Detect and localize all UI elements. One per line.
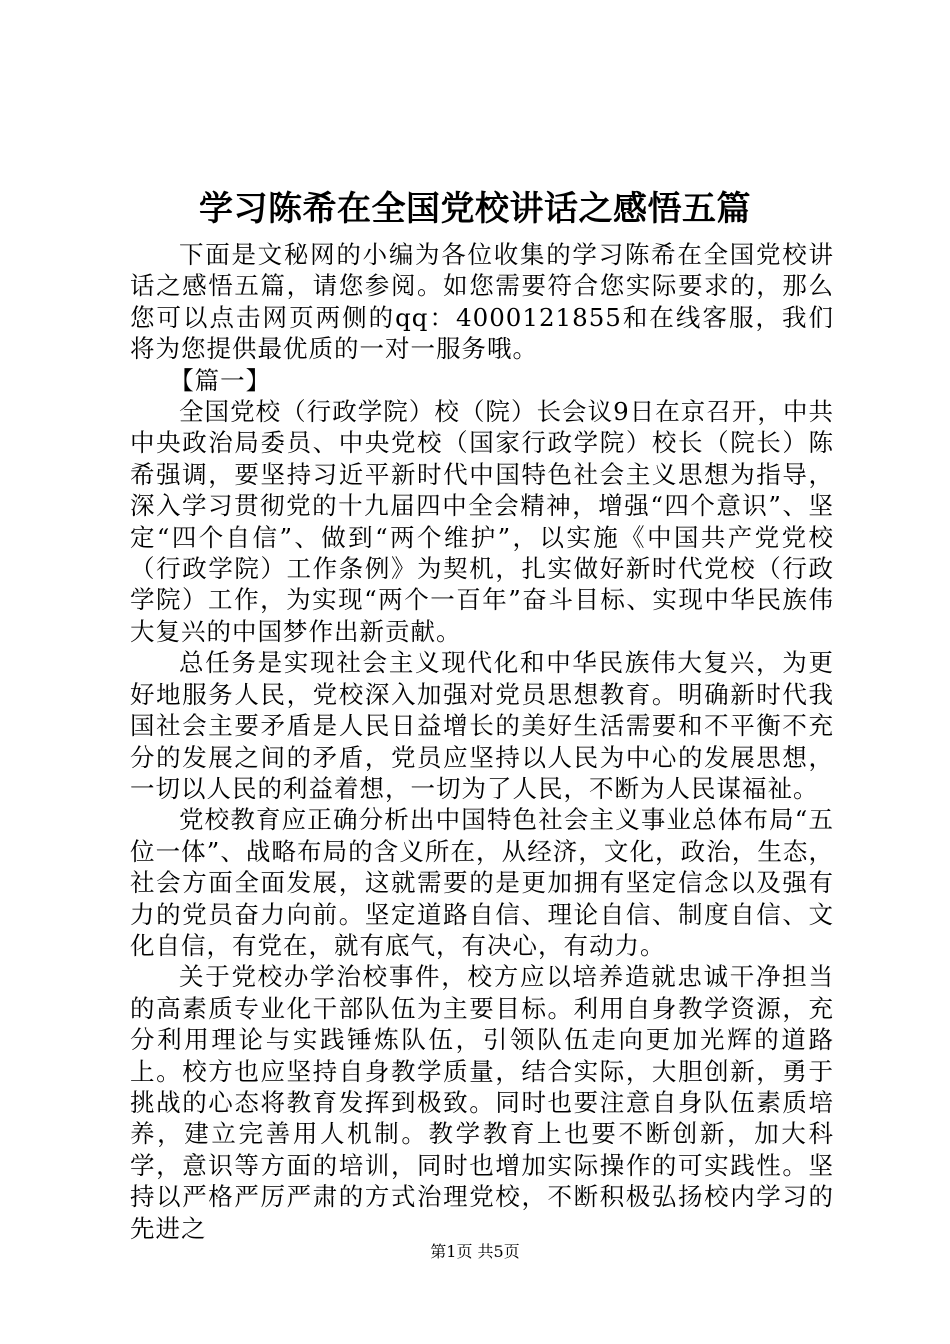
body-paragraph-2: 总任务是实现社会主义现代化和中华民族伟大复兴，为更好地服务人民，党校深入加强对党员思想教育。明确新时代我国社会主要矛盾是人民日益增长的美好生活需要和不平衡不充分的发展之间的矛盾，党员应坚持以人民为中心的发展思想，一切以人民的利益着想，一切为了人民，不断为人民谋福祉。 — [130, 648, 834, 803]
page-number-footer: 第1页 共5页 — [430, 1242, 520, 1261]
body-paragraph-1: 全国党校（行政学院）校（院）长会议9日在京召开，中共中央政治局委员、中央党校（国家行政学院）校长（院长）陈希强调，要坚持习近平新时代中国特色社会主义思想为指导，深入学习贯彻党的十九届四中全会精神，增强“四个意识”、坚定“四个自信”、做到“两个维护”，以实施《中国共产党党校（行政学院）工作条例》为契机，扎实做好新时代党校（行政学院）工作，为实现“两个一百年”奋斗目标、实现中华民族伟大复兴的中国梦作出新贡献。 — [130, 397, 834, 646]
section-heading: 【篇一】 — [169, 365, 272, 395]
intro-paragraph: 下面是文秘网的小编为各位收集的学习陈希在全国党校讲话之感悟五篇，请您参阅。如您需要符合您实际要求的，那么您可以点击网页两侧的qq：4000121855和在线客服，我们将为您提供最优质的一对一服务哦。 — [130, 240, 834, 364]
document-body — [130, 239, 834, 1244]
document-title: 学习陈希在全国党校讲话之感悟五篇 — [199, 189, 751, 229]
body-paragraph-4: 关于党校办学治校事件，校方应以培养造就忠诚干净担当的高素质专业化干部队伍为主要目标。利用自身教学资源，充分利用理论与实践锤炼队伍，引领队伍走向更加光辉的道路上。校方也应坚持自身教学质量，结合实际，大胆创新，勇于挑战的心态将教育发挥到极致。同时也要注意自身队伍素质培养，建立完善用人机制。教学教育上也要不断创新，加大科学，意识等方面的培训，同时也增加实际操作的可实践性。坚持以严格严厉严肃的方式治理党校，不断积极弘扬校内学习的先进之 — [130, 962, 834, 1243]
body-paragraph-3: 党校教育应正确分析出中国特色社会主义事业总体布局“五位一体”、战略布局的含义所在，从经济，文化，政治，生态，社会方面全面发展，这就需要的是更加拥有坚定信念以及强有力的党员奋力向前。坚定道路自信、理论自信、制度自信、文化自信，有党在，就有底气，有决心，有动力。 — [130, 805, 834, 960]
